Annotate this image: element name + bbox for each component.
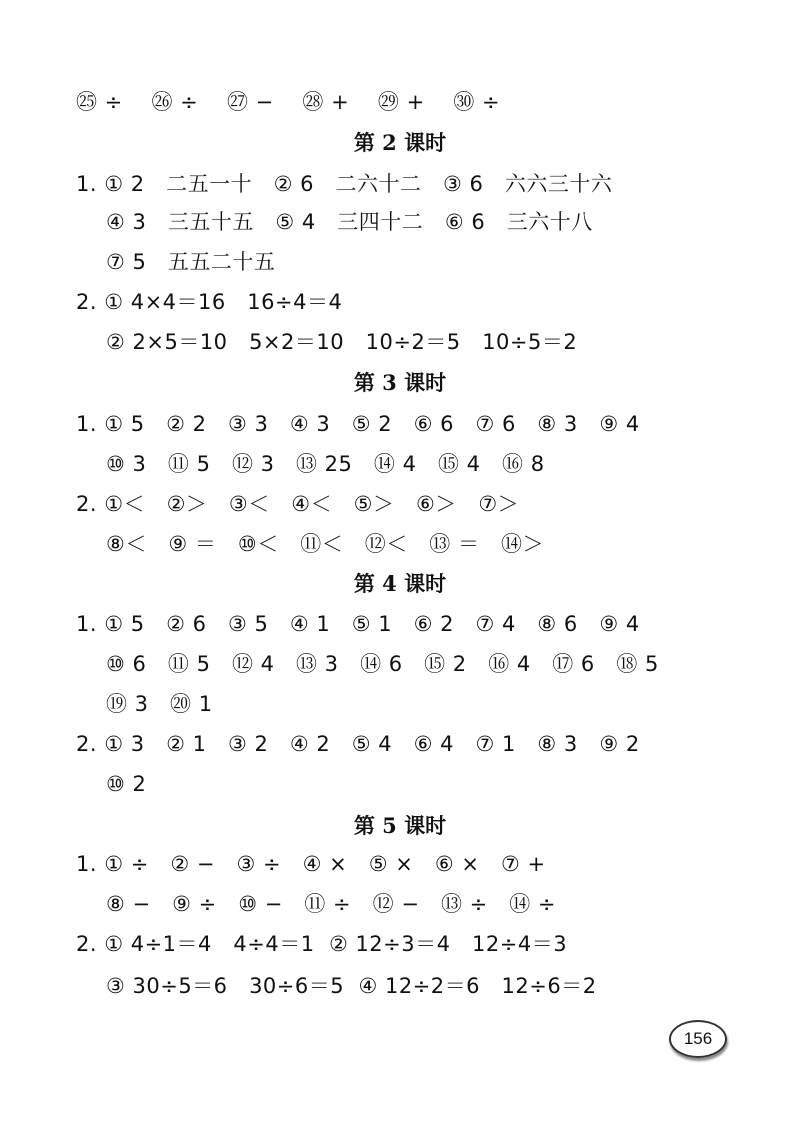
answer-line: ⑦ 5 五五二十五 <box>106 250 276 274</box>
answer-line: ⑧＜ ⑨ ＝ ⑩＜ ⑪＜ ⑫＜ ⑬ ＝ ⑭＞ <box>106 532 544 556</box>
answer-line: 2. ① 4÷1＝4 4÷4＝1 ② 12÷3＝4 12÷4＝3 <box>76 932 568 956</box>
section-heading: 第 2 课时 <box>353 130 447 155</box>
answer-line: 1. ① 5 ② 2 ③ 3 ④ 3 ⑤ 2 ⑥ 6 ⑦ 6 ⑧ 3 ⑨ 4 <box>76 412 640 436</box>
answer-line: ⑧ − ⑨ ÷ ⑩ − ⑪ ÷ ⑫ − ⑬ ÷ ⑭ ÷ <box>106 892 557 916</box>
answer-line: 1. ① 5 ② 6 ③ 5 ④ 1 ⑤ 1 ⑥ 2 ⑦ 4 ⑧ 6 ⑨ 4 <box>76 612 640 636</box>
answer-line: 1. ① ÷ ② − ③ ÷ ④ × ⑤ × ⑥ × ⑦ + <box>76 852 546 876</box>
answer-line: 2. ① 3 ② 1 ③ 2 ④ 2 ⑤ 4 ⑥ 4 ⑦ 1 ⑧ 3 ⑨ 2 <box>76 732 640 756</box>
section-heading: 第 5 课时 <box>353 813 447 838</box>
answer-line: ㉕ ÷ ㉖ ÷ ㉗ − ㉘ + ㉙ + ㉚ ÷ <box>76 90 501 114</box>
section-heading: 第 3 课时 <box>353 370 447 395</box>
page-number: 156 <box>669 1020 727 1058</box>
answer-line: 2. ①＜ ②＞ ③＜ ④＜ ⑤＞ ⑥＞ ⑦＞ <box>76 492 520 516</box>
answer-line: 2. ① 4×4＝16 16÷4＝4 <box>76 290 343 314</box>
answer-line: ⑩ 2 <box>106 772 147 796</box>
answer-line: ② 2×5＝10 5×2＝10 10÷2＝5 10÷5＝2 <box>106 330 578 354</box>
section-heading: 第 4 课时 <box>353 571 447 596</box>
answer-line: ⑩ 6 ⑪ 5 ⑫ 4 ⑬ 3 ⑭ 6 ⑮ 2 ⑯ 4 ⑰ 6 ⑱ 5 <box>106 652 659 676</box>
answer-line: ④ 3 三五十五 ⑤ 4 三四十二 ⑥ 6 三六十八 <box>106 210 593 234</box>
answer-line: ⑩ 3 ⑪ 5 ⑫ 3 ⑬ 25 ⑭ 4 ⑮ 4 ⑯ 8 <box>106 452 545 476</box>
answer-line: 1. ① 2 二五一十 ② 6 二六十二 ③ 6 六六三十六 <box>76 172 613 196</box>
answer-line: ③ 30÷5＝6 30÷6＝5 ④ 12÷2＝6 12÷6＝2 <box>106 974 597 998</box>
answer-line: ⑲ 3 ⑳ 1 <box>106 692 213 716</box>
